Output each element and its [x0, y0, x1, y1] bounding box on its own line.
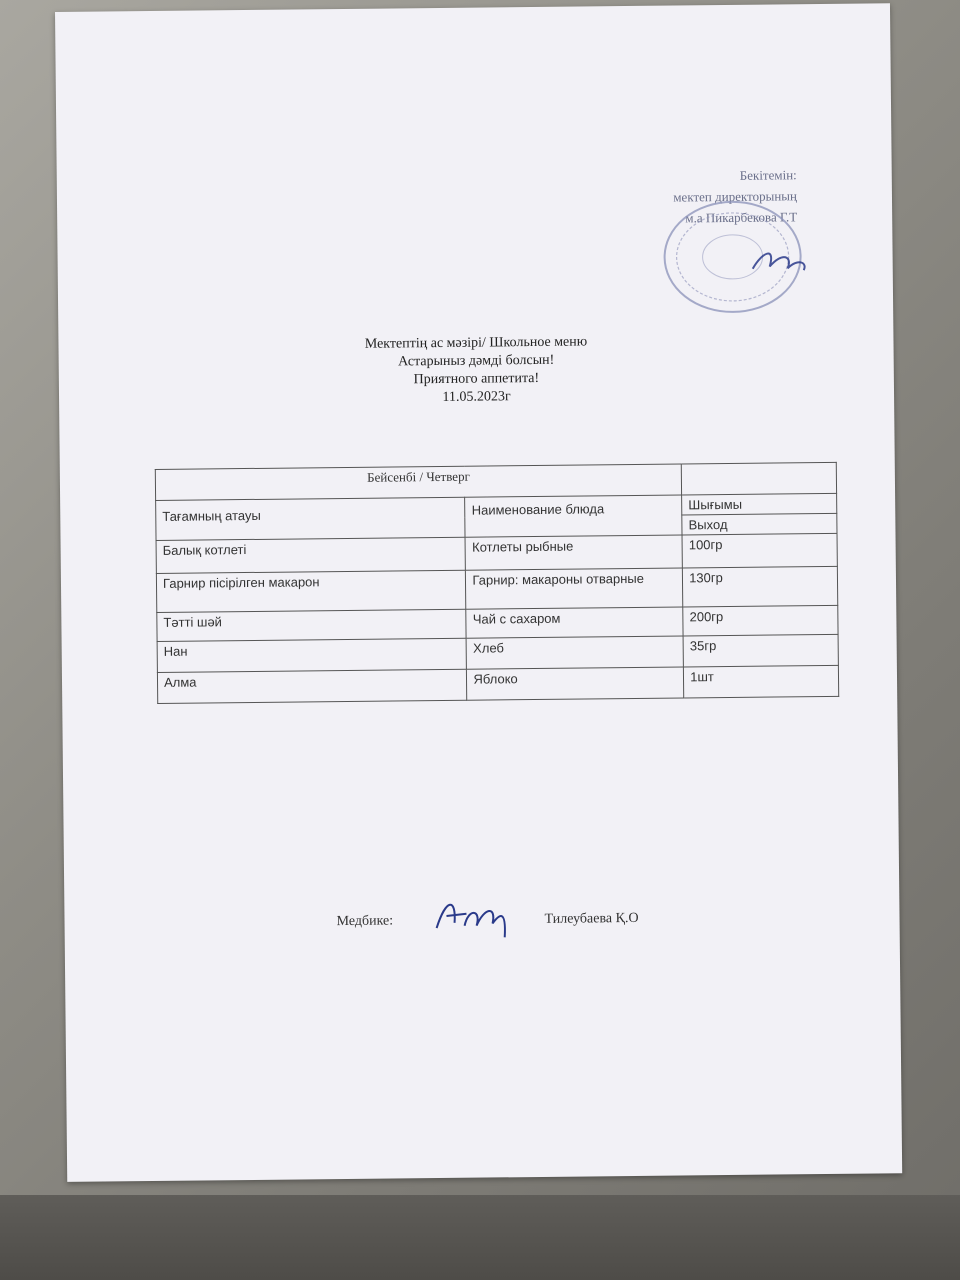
col-header-kz: Тағамның атауы	[156, 497, 466, 540]
menu-header	[58, 330, 894, 411]
dish-kz: Балық котлеті	[156, 537, 466, 573]
nurse-name: Тилеубаева Қ.О	[544, 910, 639, 927]
dish-out: 100гр	[682, 533, 837, 568]
menu-document	[55, 3, 902, 1182]
approval-line-3: м.а Пикарбекова Г.Т	[685, 209, 798, 226]
day-cell: Бейсенбі / Четверг	[155, 464, 681, 501]
dish-kz: Нан	[157, 638, 467, 672]
background-floor	[0, 1195, 960, 1280]
nurse-signature	[426, 887, 527, 943]
col-header-out-ru: Выход	[682, 513, 837, 535]
approval-line-1: Бекітемін:	[739, 167, 797, 183]
col-header-out-kz: Шығымы	[682, 493, 837, 515]
menu-table	[155, 462, 839, 704]
official-stamp-seal	[657, 196, 808, 318]
table-row	[157, 665, 838, 703]
dish-ru: Яблоко	[467, 667, 684, 700]
empty-header-cell	[681, 462, 836, 495]
dish-out: 35гр	[683, 634, 838, 667]
dish-out: 130гр	[683, 566, 838, 607]
dish-out: 200гр	[683, 605, 838, 636]
menu-title: Мектептің ас мәзірі/ Школьное меню	[364, 334, 588, 352]
menu-date: 11.05.2023г	[442, 389, 511, 405]
director-signature	[753, 253, 805, 271]
approval-line-2: мектеп директорының	[673, 188, 798, 205]
col-header-ru: Наименование блюда	[465, 495, 682, 537]
dish-kz: Алма	[157, 669, 467, 703]
dish-ru: Котлеты рыбные	[465, 535, 682, 570]
dish-ru: Хлеб	[467, 636, 684, 669]
nurse-signoff	[336, 910, 756, 930]
dish-kz: Гарнир пісірілген макарон	[156, 570, 466, 612]
dish-kz: Тәтті шәй	[157, 609, 467, 641]
wish-kz: Астарыныз дәмді болсын!	[397, 352, 555, 370]
wish-ru: Приятного аппетита!	[413, 370, 540, 388]
nurse-label: Медбике:	[336, 913, 394, 930]
dish-ru: Чай с сахаром	[466, 607, 683, 638]
dish-out: 1шт	[684, 665, 839, 698]
dish-ru: Гарнир: макароны отварные	[466, 568, 683, 609]
